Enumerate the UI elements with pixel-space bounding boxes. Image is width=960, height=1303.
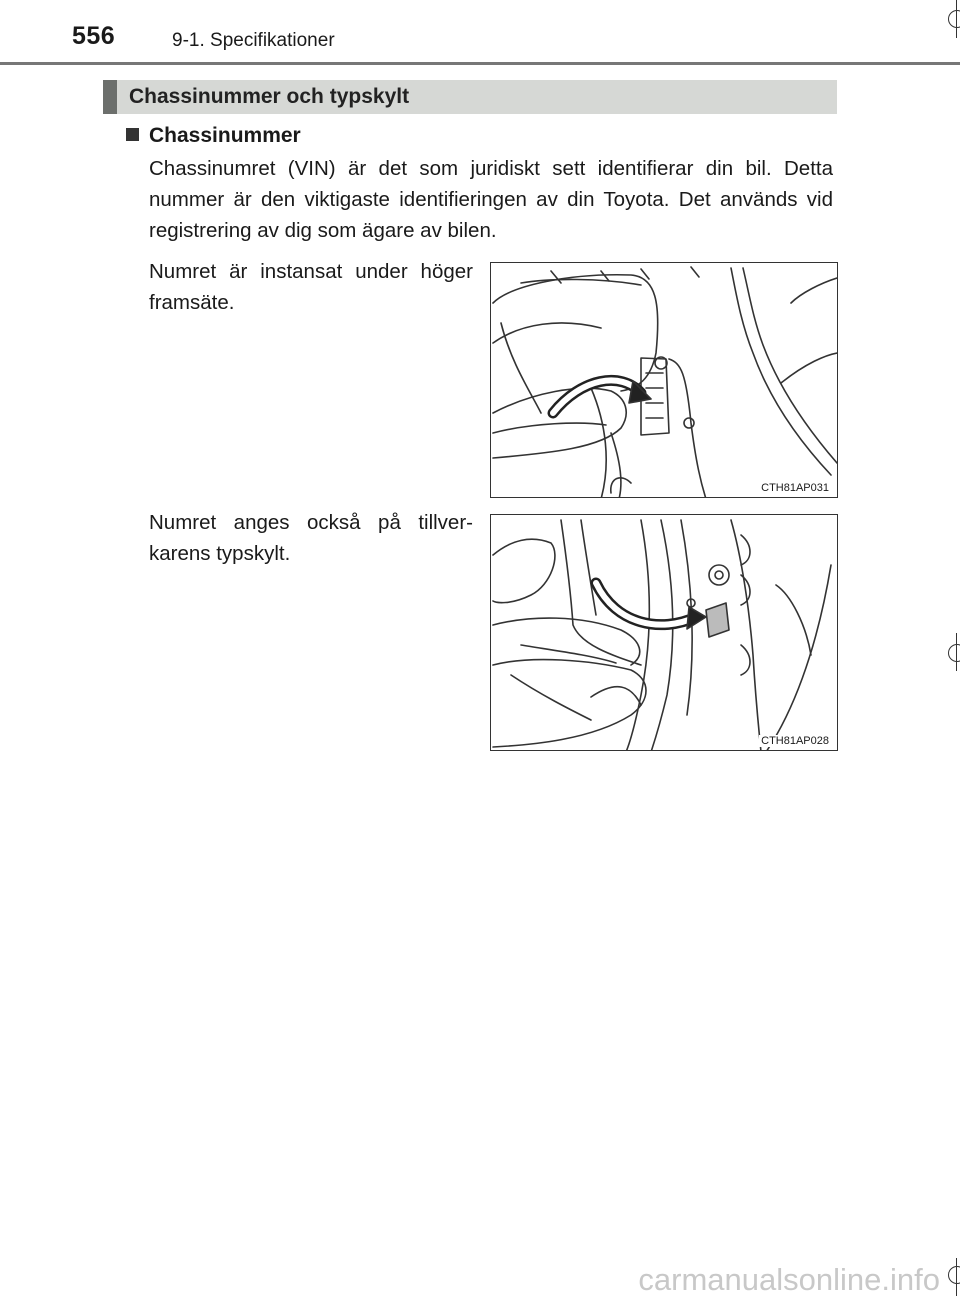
section-title-band xyxy=(103,80,837,114)
bullet-square-icon xyxy=(126,128,139,141)
figure1-code: CTH81AP031 xyxy=(761,482,829,494)
figure1-seat-illustration xyxy=(490,262,838,498)
intro-paragraph: Chassinumret (VIN) är det som juridiskt sett identifierar din bil. Detta nummer är den viktigaste identifieringen av din Toyota. Det används vid registrering av dig som ägare av bilen. xyxy=(149,157,833,242)
figure2-door-pillar-illustration xyxy=(490,514,838,751)
figure1-caption: Numret är instansat under höger framsäte. xyxy=(149,260,473,314)
figure2-code: CTH81AP028 xyxy=(761,735,829,747)
subheading-text: Chassinummer xyxy=(149,124,301,147)
figure2-caption: Numret anges också på tillver-karens typskylt. xyxy=(149,511,473,565)
header-rule xyxy=(0,62,960,65)
subheading xyxy=(126,124,301,148)
section-header: 9-1. Specifikationer xyxy=(172,30,335,51)
page-number: 556 xyxy=(72,22,116,50)
section-title: Chassinummer och typskylt xyxy=(129,85,410,108)
footer-watermark: carmanualsonline.info xyxy=(638,1262,940,1297)
